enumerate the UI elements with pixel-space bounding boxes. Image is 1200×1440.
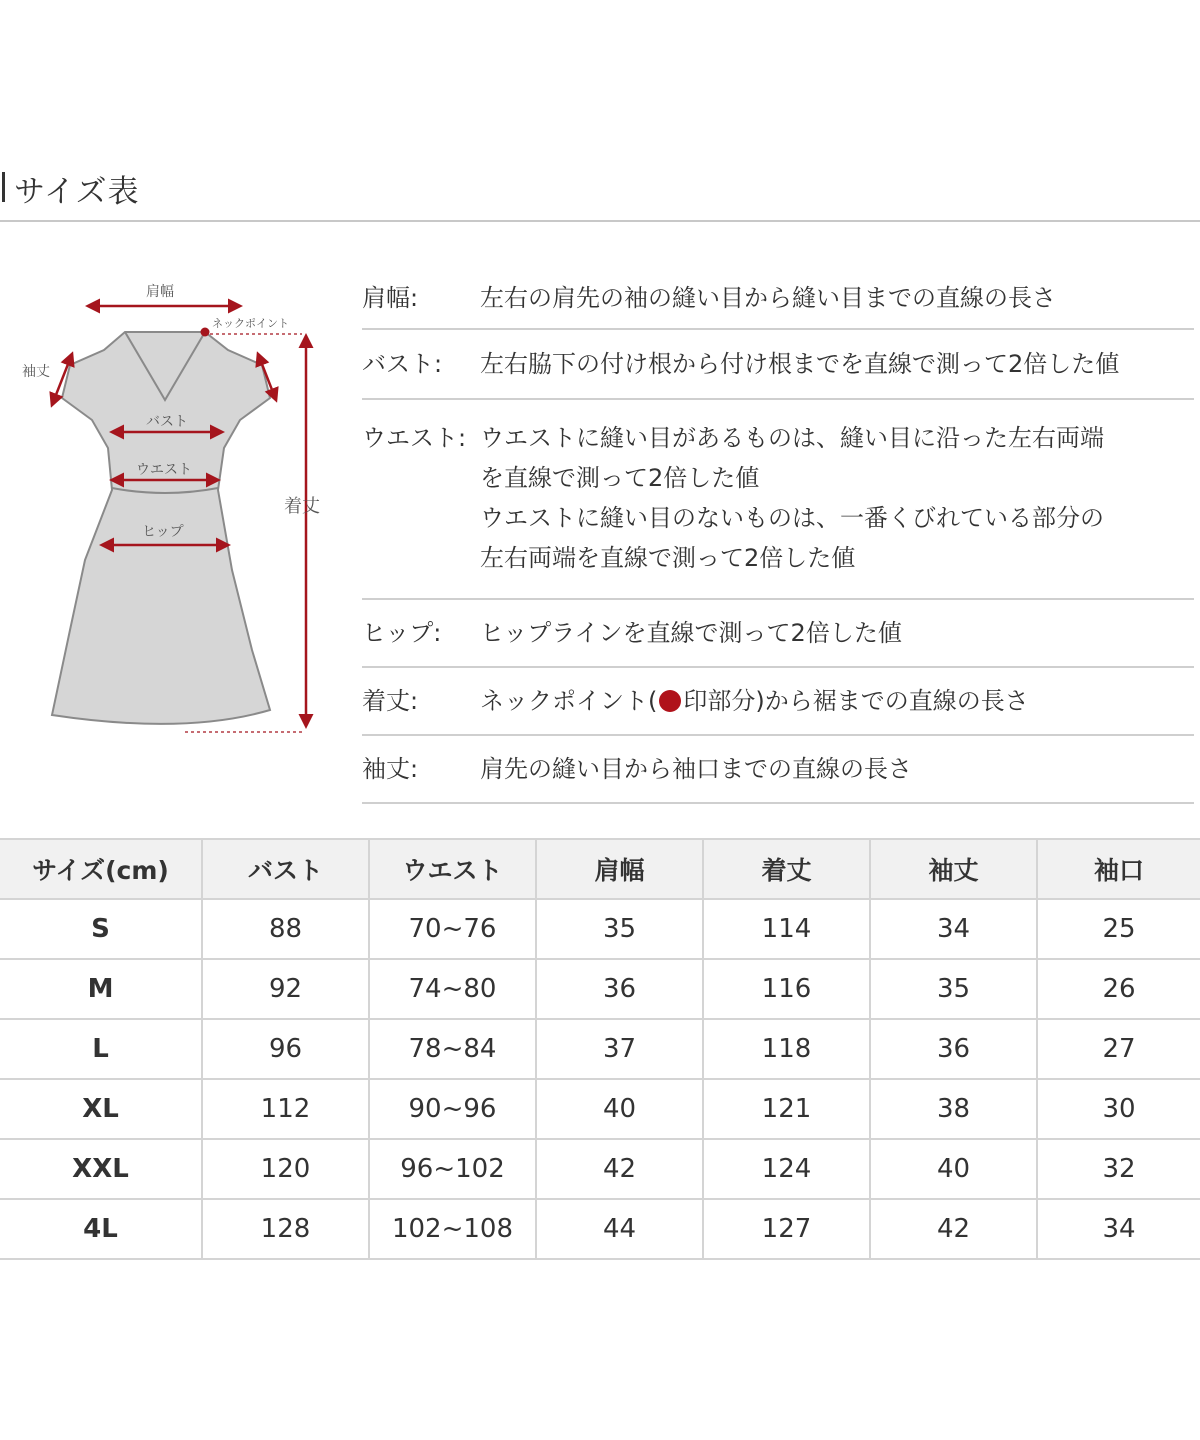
neck-point-label: ネックポイント xyxy=(212,317,289,330)
table-cell: 92 xyxy=(202,959,369,1019)
sleeve-label: 袖丈 xyxy=(22,364,50,380)
waist-label: ウエスト xyxy=(136,462,192,478)
bust-label: バスト xyxy=(146,414,188,430)
size-cell: L xyxy=(0,1019,202,1079)
column-header: 肩幅 xyxy=(536,839,703,899)
table-cell: 36 xyxy=(536,959,703,1019)
table-cell: 42 xyxy=(870,1199,1037,1259)
table-cell: 112 xyxy=(202,1079,369,1139)
definition-row-shoulder xyxy=(362,268,1194,330)
definition-term: 肩幅: xyxy=(362,284,419,312)
table-cell: 120 xyxy=(202,1139,369,1199)
table-row xyxy=(0,1079,1200,1139)
table-row xyxy=(0,899,1200,959)
size-cell: XXL xyxy=(0,1139,202,1199)
definition-line: を直線で測って2倍した値 xyxy=(480,464,760,492)
neck-point-dot xyxy=(201,328,210,337)
definition-text: 肩先の縫い目から袖口までの直線の長さ xyxy=(480,755,912,783)
table-cell: 34 xyxy=(870,899,1037,959)
column-header: ウエスト xyxy=(369,839,536,899)
table-cell: 35 xyxy=(536,899,703,959)
size-table xyxy=(0,838,1200,1260)
column-header: 袖丈 xyxy=(870,839,1037,899)
table-cell: 96 xyxy=(202,1019,369,1079)
table-cell: 114 xyxy=(703,899,870,959)
definition-term: ヒップ: xyxy=(362,619,442,647)
column-header: 袖口 xyxy=(1037,839,1200,899)
definition-term: 袖丈: xyxy=(362,755,419,783)
table-cell: 124 xyxy=(703,1139,870,1199)
size-cell: S xyxy=(0,899,202,959)
definition-term: ウエスト: xyxy=(362,424,467,452)
table-cell: 88 xyxy=(202,899,369,959)
column-header: 着丈 xyxy=(703,839,870,899)
table-cell: 78~84 xyxy=(369,1019,536,1079)
column-header: サイズ(cm) xyxy=(0,839,202,899)
table-cell: 37 xyxy=(536,1019,703,1079)
definition-text-before: ネックポイント( xyxy=(480,687,658,715)
table-cell: 25 xyxy=(1037,899,1200,959)
neck-point-dot-icon xyxy=(659,690,681,712)
table-header-row xyxy=(0,839,1200,899)
table-row xyxy=(0,1199,1200,1259)
definition-row-length xyxy=(362,668,1194,736)
table-cell: 32 xyxy=(1037,1139,1200,1199)
definition-text-block xyxy=(480,400,1194,578)
definition-text-after: 印部分)から裾までの直線の長さ xyxy=(683,687,1029,715)
size-cell: XL xyxy=(0,1079,202,1139)
table-cell: 128 xyxy=(202,1199,369,1259)
table-row xyxy=(0,1019,1200,1079)
table-cell: 118 xyxy=(703,1019,870,1079)
definition-line: ウエストに縫い目があるものは、縫い目に沿った左右両端 xyxy=(480,424,1104,452)
table-cell: 36 xyxy=(870,1019,1037,1079)
table-cell: 116 xyxy=(703,959,870,1019)
definition-text: 左右の肩先の袖の縫い目から縫い目までの直線の長さ xyxy=(480,284,1056,312)
table-cell: 40 xyxy=(536,1079,703,1139)
definition-line: ウエストに縫い目のないものは、一番くびれている部分の xyxy=(480,504,1104,532)
table-cell: 121 xyxy=(703,1079,870,1139)
dress-measurement-diagram xyxy=(0,270,345,750)
table-cell: 40 xyxy=(870,1139,1037,1199)
table-row xyxy=(0,959,1200,1019)
definition-term: バスト: xyxy=(362,350,443,378)
table-cell: 34 xyxy=(1037,1199,1200,1259)
definition-row-waist xyxy=(362,400,1194,600)
hip-label: ヒップ xyxy=(142,524,184,540)
section-header xyxy=(0,160,1200,222)
definition-row-bust xyxy=(362,330,1194,400)
table-cell: 127 xyxy=(703,1199,870,1259)
page-title: サイズ表 xyxy=(14,174,140,210)
table-cell: 35 xyxy=(870,959,1037,1019)
table-cell: 96~102 xyxy=(369,1139,536,1199)
table-cell: 26 xyxy=(1037,959,1200,1019)
shoulder-label: 肩幅 xyxy=(146,284,174,300)
definition-row-sleeve xyxy=(362,736,1194,804)
length-label: 着丈 xyxy=(284,496,320,517)
column-header: バスト xyxy=(202,839,369,899)
table-cell: 102~108 xyxy=(369,1199,536,1259)
definition-term: 着丈: xyxy=(362,687,419,715)
definition-text: 左右脇下の付け根から付け根までを直線で測って2倍した値 xyxy=(480,350,1120,378)
table-cell: 38 xyxy=(870,1079,1037,1139)
definition-row-hip xyxy=(362,600,1194,668)
size-cell: M xyxy=(0,959,202,1019)
table-cell: 42 xyxy=(536,1139,703,1199)
size-cell: 4L xyxy=(0,1199,202,1259)
definition-text xyxy=(480,681,1194,721)
header-accent-bar xyxy=(2,172,5,202)
definition-line: 左右両端を直線で測って2倍した値 xyxy=(480,544,856,572)
table-cell: 27 xyxy=(1037,1019,1200,1079)
measurement-definitions xyxy=(362,268,1194,804)
table-cell: 90~96 xyxy=(369,1079,536,1139)
definition-text: ヒップラインを直線で測って2倍した値 xyxy=(480,619,902,647)
table-cell: 44 xyxy=(536,1199,703,1259)
table-cell: 30 xyxy=(1037,1079,1200,1139)
table-row xyxy=(0,1139,1200,1199)
table-cell: 70~76 xyxy=(369,899,536,959)
table-cell: 74~80 xyxy=(369,959,536,1019)
